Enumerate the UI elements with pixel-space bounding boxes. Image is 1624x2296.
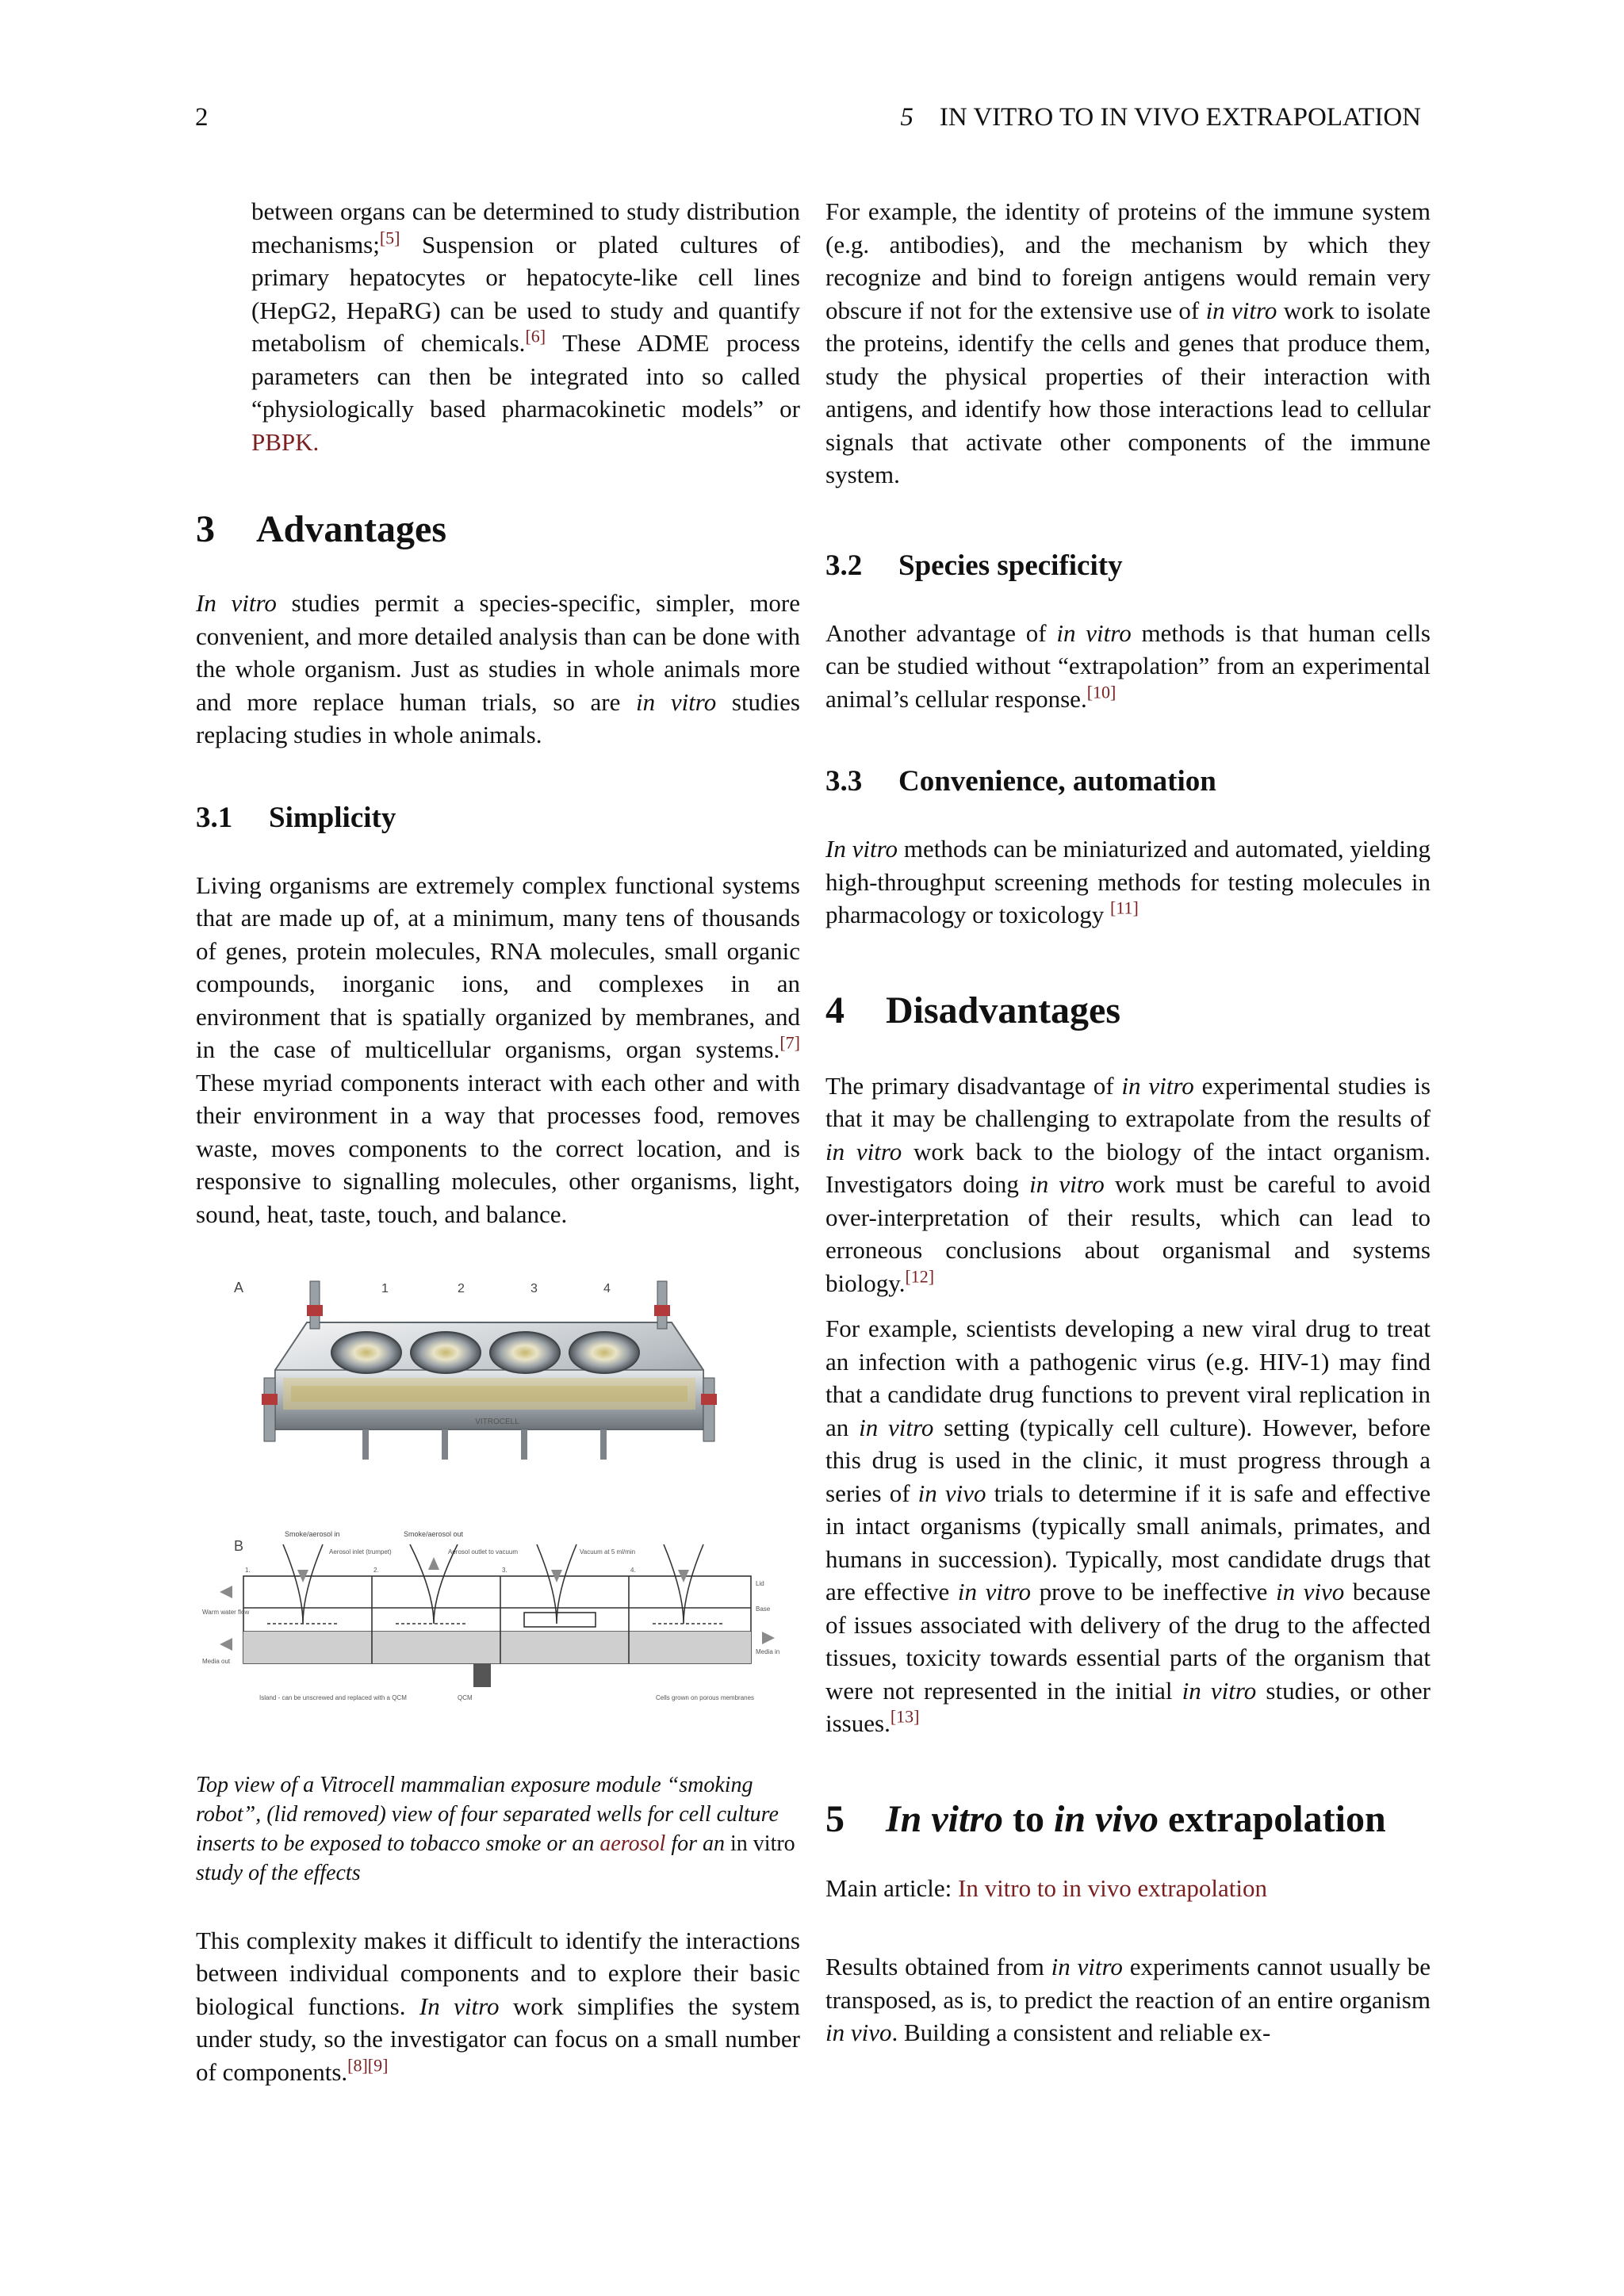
section-3-3-heading: 3.3 Convenience, automation [825,765,1216,798]
disadvantage-paragraph-2: For example, scientists developing a new viral drug to treat an infection with a pathogenic virus (e.g. HIV-1) may find that a candidate drug functions to prevent viral replication in an in vitro setting (typically cell culture). However, before this drug is used in the clinic, it must progress through a series of in vivo trials to determine if it is safe and effective in intact organisms (typically small animals, primates, and humans in succession). Typically, most candidate drugs that are effective in vitro prove to be ineffective in vivo because of issues associated with delivery of the drug to the affected tissues, toxicity towards essential parts of the organism that were not represented in the initial in vitro studies, or other issues.[13] [825,1314,1431,1737]
well-3-icon [490,1332,560,1373]
main-article-note: Main article: In vitro to in vivo extrapolation [825,1873,1268,1902]
citation-6[interactable]: [6] [525,326,546,346]
section-5-heading: 5 In vitro to in vivo extrapolation [825,1797,1386,1840]
aerosol-link[interactable]: aerosol [599,1831,666,1856]
vitrocell-figure-image[interactable] [196,1259,800,1735]
label-media-in: Media in [756,1648,780,1655]
label-qcm: QCM [458,1694,473,1701]
advantages-paragraph: In vitro studies permit a species-specific, simpler, more convenient, and more detailed analysis than can be done with the whole organism. Just as studies in whole animals more and more replace human trials, so are in vitro studies replacing studies in whole animals. [196,589,800,748]
label-aerosol-outlet: Aerosol outlet to vacuum [448,1548,519,1556]
sec-num-3: 3. [502,1567,508,1574]
label-lid: Lid [756,1580,764,1587]
running-header-section-number: 5 [900,103,914,132]
simplicity-paragraph: Living organisms are extremely complex functional systems that are made up of, at a minimum, many tens of thousands of genes, protein molecules, RNA molecules, small organic compounds, inorganic ions, and complexes in an environment that is spatially organized by membranes, and in the case of multicellular organisms, organ systems.[7] These myriad components interact with each other and with their environment in a way that processes food, removes waste, moves components to the correct location, and is responsive to signalling molecules, other organisms, light, sound, heat, taste, touch, and balance. [196,871,800,1228]
citation-11[interactable]: [11] [1110,897,1139,918]
well-4-icon [569,1332,639,1373]
panel-a-label: A [234,1280,244,1295]
disadvantage-paragraph-1: The primary disadvantage of in vitro experimental studies is that it may be challenging to extrapolate from the results of in vitro work back to the biology of the intact organism. Investigators doing in vitro work must be careful to avoid over-interpretation of their results, which can lead to erroneous conclusions about organismal and systems biology.[12] [825,1071,1431,1297]
page-number: 2 [195,103,209,132]
label-media-out: Media out [202,1658,231,1665]
label-smoke-in: Smoke/aerosol in [285,1530,340,1538]
vitrocell-figure [196,1259,800,1743]
well-number-4: 4 [603,1282,611,1295]
section-3-heading: 3 Advantages [196,508,447,550]
complexity-paragraph: This complexity makes it difficult to identify the interactions between individual components and to explore their basic biological functions. In vitro work simplifies the system under study, so the investigator can focus on a small number of components.[8][9] [196,1926,800,2086]
figure-caption: Top view of a Vitrocell mammalian exposure module “smoking robot”, (lid removed) view of four separated wells for cell culture inserts to be exposed to tobacco smoke or an aerosol for an in vitro study of the effects [196,1772,795,1885]
sec-num-4: 4. [630,1567,636,1574]
citation-13[interactable]: [13] [890,1706,920,1727]
label-warm-water: Warm water flow [202,1609,250,1616]
extrapolation-paragraph: Results obtained from in vitro experiments cannot usually be transposed, as is, to predict the reaction of an entire organism in vivo. Building a consistent and reliable ex- [825,1953,1431,2046]
well-number-1: 1 [381,1282,389,1295]
citation-5[interactable]: [5] [379,228,400,248]
citation-9[interactable]: [9] [367,2055,389,2076]
citation-12[interactable]: [12] [905,1266,935,1287]
main-article-link[interactable]: In vitro to in vivo extrapolation [958,1873,1268,1902]
citation-7[interactable]: [7] [779,1032,800,1053]
well-1-icon [331,1332,401,1373]
right-column [825,195,1431,2049]
well-2-icon [411,1332,481,1373]
label-smoke-out: Smoke/aerosol out [404,1530,464,1538]
species-paragraph: Another advantage of in vitro methods is that human cells can be studied without “extrapolation” from an experimental animal’s cellular response.[10] [825,618,1431,713]
immune-example-paragraph: For example, the identity of proteins of the immune system (e.g. antibodies), and the mechanism by which they recognize and bind to foreign antigens would remain very obscure if not for the extensive use of in vitro work to isolate the proteins, identify the cells and genes that produce them, study the physical properties of their interaction with antigens, and identify how those interactions lead to cellular signals that activate other components of the immune system. [825,197,1431,488]
panel-b-label: B [234,1538,244,1554]
well-number-3: 3 [530,1282,538,1295]
label-aerosol-inlet: Aerosol inlet (trumpet) [329,1548,392,1556]
section-3-2-heading: 3.2 Species specificity [825,549,1123,582]
well-number-2: 2 [458,1282,465,1295]
citation-10[interactable]: [10] [1086,682,1116,702]
citation-8[interactable]: [8] [347,2055,368,2076]
running-header-title: IN VITRO TO IN VIVO EXTRAPOLATION [939,103,1421,132]
module-plate-text: VITROCELL [475,1418,519,1426]
sec-num-1: 1. [245,1567,251,1574]
adme-paragraph: between organs can be determined to study distribution mechanisms;[5] Suspension or plated cultures of primary hepatocytes or hepatocyte-like cell lines (HepG2, HepaRG) can be used to study and quantify metabolism of chemicals.[6] These ADME process parameters can then be integrated into so called “physiologically based pharmacokinetic models” or PBPK. [251,197,800,456]
left-column [196,195,800,2088]
pbpk-link[interactable]: PBPK. [251,427,320,456]
section-4-heading: 4 Disadvantages [825,989,1121,1031]
module-cross-section-diagram [243,1544,751,1687]
label-base: Base [756,1605,771,1613]
sec-num-2: 2. [373,1567,379,1574]
label-island: Island - can be unscrewed and replaced with a QCM [259,1694,407,1701]
label-cells: Cells grown on porous membranes [656,1694,755,1701]
running-header [900,103,1421,132]
label-vacuum: Vacuum at 5 ml/min [580,1548,636,1556]
convenience-paragraph: In vitro methods can be miniaturized and automated, yielding high-throughput screening methods for testing molecules in pharmacology or toxicology [11] [825,835,1431,928]
section-3-1-heading: 3.1 Simplicity [196,801,396,834]
